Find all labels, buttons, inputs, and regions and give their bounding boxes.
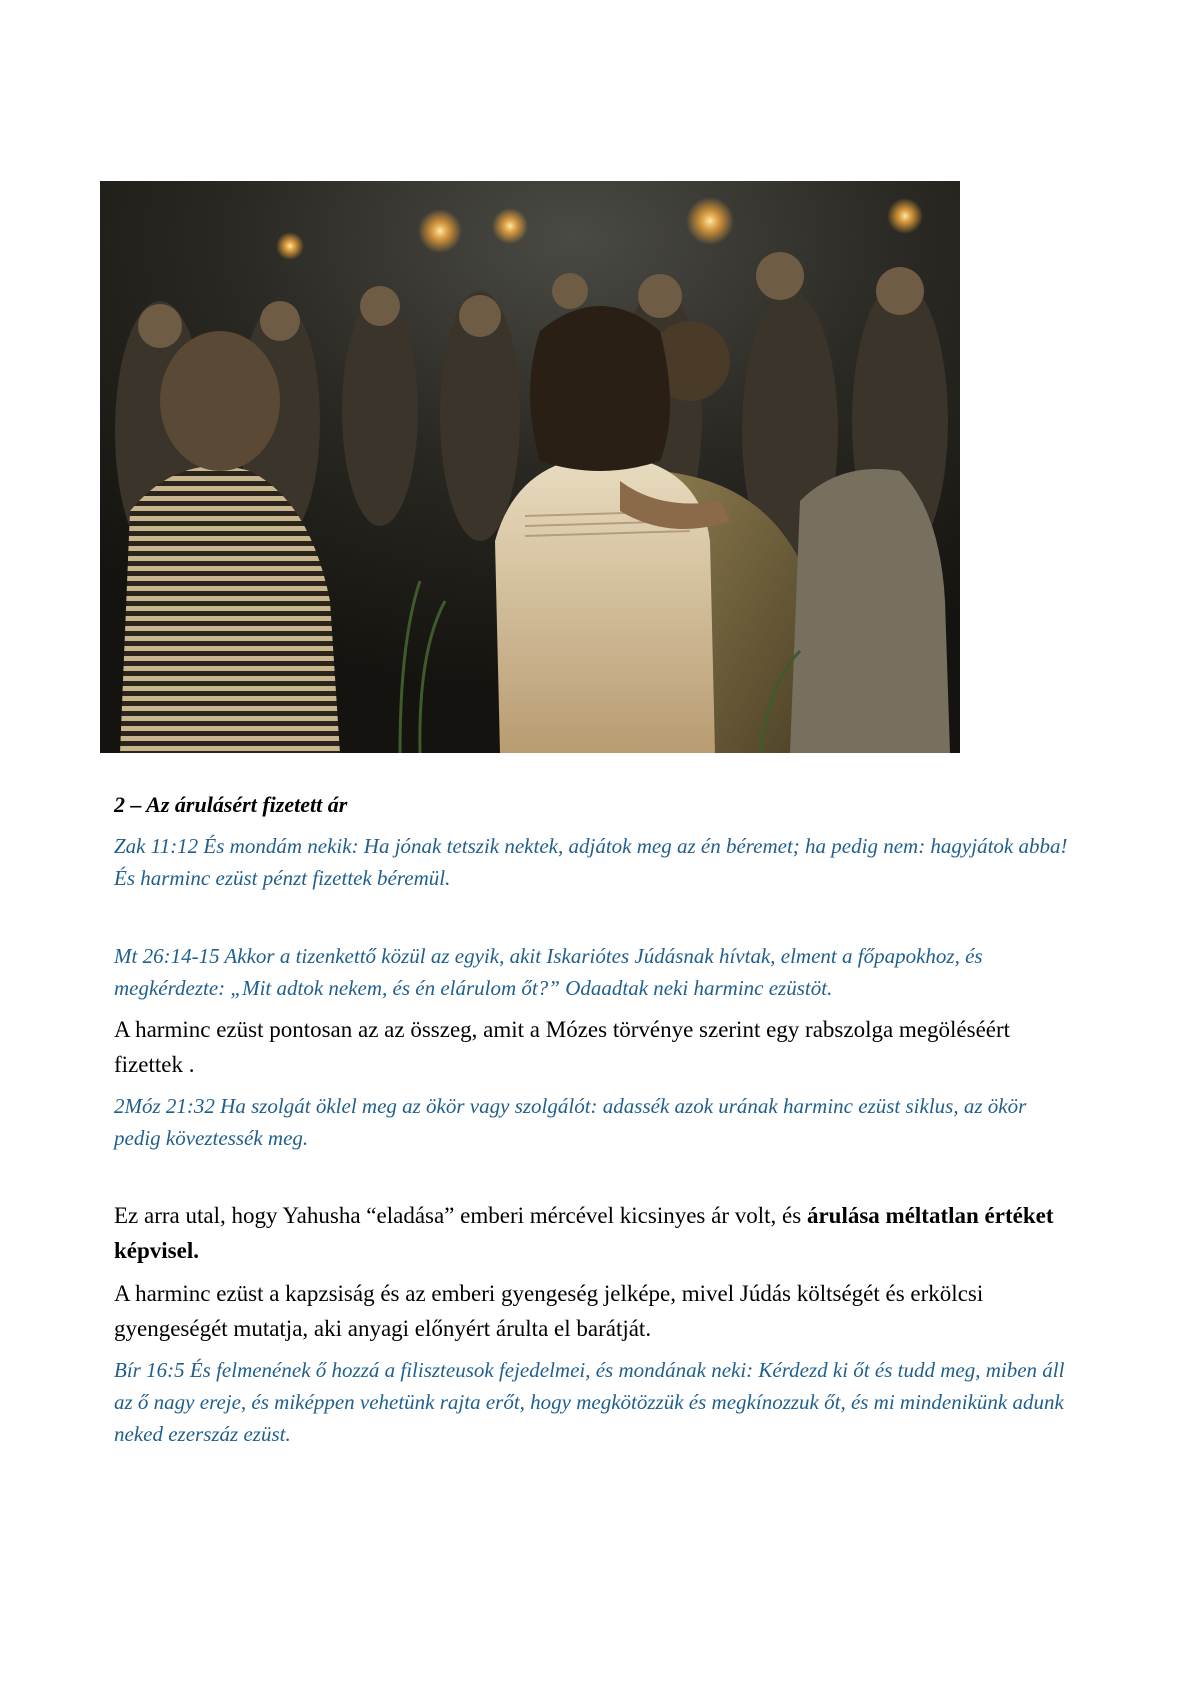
verse-bir-16-5: Bír 16:5 És felmenének ő hozzá a filiszteusok fejedelmei, és mondának neki: Kérdezd ki őt és tudd meg, miben áll az ő nagy ereje, és miképpen vehetünk rajta erőt, hogy megkötözzük és megkínozzuk őt, és mi mindenikünk adunk neked ezerszáz ezüst. — [114, 1358, 1065, 1446]
paragraph-thirty-silver: A harminc ezüst pontosan az az összeg, amit a Mózes törvénye szerint egy rabszolga megöléséért fizettek . — [114, 1017, 1011, 1077]
night-crowd-scene-illustration — [100, 181, 960, 753]
verse-mt-26-14-15: Mt 26:14-15 Akkor a tizenkettő közül az egyik, akit Iskariótes Júdásnak hívtak, elment a főpapokhoz, és megkérdezte: „Mit adtok nekem, és én elárulom őt?” Odaadtak neki harminc ezüstöt. — [114, 944, 983, 1000]
verse-zak-11-12: Zak 11:12 És mondám nekik: Ha jónak tetszik nektek, adjátok meg az én béremet; ha pedig nem: hagyjátok abba! És harminc ezüst pénzt fizettek béremül. — [114, 834, 1068, 890]
verse-2moz-21-32: 2Móz 21:32 Ha szolgát öklel meg az ökör vagy szolgálót: adassék azok urának harminc ezüst siklus, az ökör pedig köveztessék meg. — [114, 1094, 1027, 1150]
paragraph-betrayal-value — [114, 1198, 1074, 1268]
paragraph-betrayal-value-bold: árulása méltatlan értéket képvisel. — [114, 1203, 1054, 1263]
illustration-image — [100, 181, 960, 753]
paragraph-betrayal-value-text: Ez arra utal, hogy Yahusha “eladása” emberi mércével kicsinyes ár volt, és — [114, 1203, 807, 1228]
paragraph-greed-symbol: A harminc ezüst a kapzsiság és az emberi gyengeség jelképe, mivel Júdás költségét és erkölcsi gyengeségét mutatja, aki anyagi előnyért árulta el barátját. — [114, 1281, 984, 1341]
section-content — [114, 790, 1074, 1450]
section-heading: 2 – Az árulásért fizetett ár — [114, 792, 348, 817]
